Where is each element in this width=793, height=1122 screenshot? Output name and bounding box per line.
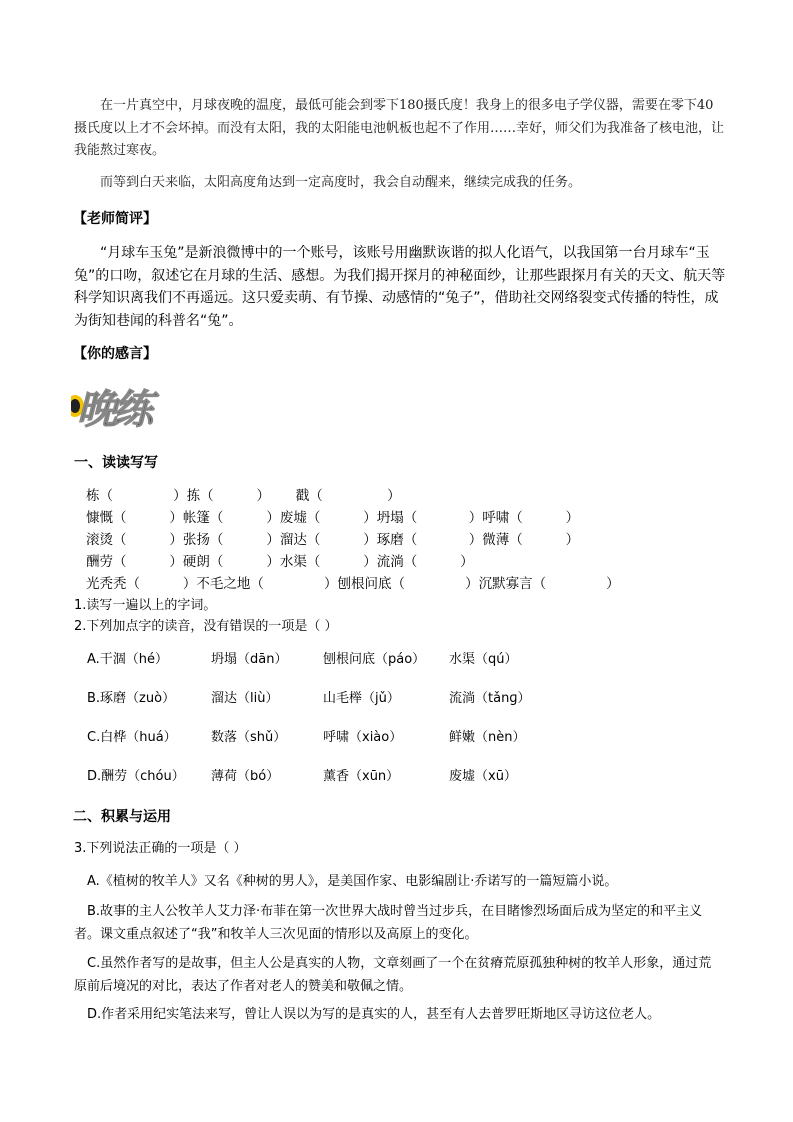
option-item: 数落（shǔ） xyxy=(211,730,287,745)
choice-c: C.虽然作者写的是故事，但主人公是真实的人物，文章刻画了一个在贫瘠荒原孤独种树的牧羊人形象，通过荒原前后境况的对比，表达了作者对老人的赞美和敬佩之情。 xyxy=(74,956,712,994)
option-item: 山毛榉（jǔ） xyxy=(323,691,400,706)
choice-d: D.作者采用纪实笔法来写，曾让人误以为写的是真实的人，甚至有人去普罗旺斯地区寻访这位老人。 xyxy=(87,1007,661,1022)
word-row-5: 光秃秃（ ）不毛之地（ ）刨根问底（ ）沉默寡言（ ） xyxy=(86,576,620,592)
choice-a: A.《植树的牧羊人》又名《种树的男人》，是美国作家、电影编剧让·乔诺写的一篇短篇小说。 xyxy=(87,874,618,889)
option-item: 废墟（xū） xyxy=(449,769,517,784)
option-item: 薰香（xūn） xyxy=(323,769,400,784)
word-row-1: 栋（ ）拣（ ） 戳（ ） xyxy=(86,488,401,504)
teacher-review-body: “月球车玉兔”是新浪微博中的一个账号，该账号用幽默诙谐的拟人化语气，以我国第一台月球车“玉兔”的口吻，叙述它在月球的生活、感想。为我们揭开探月的神秘面纱，让那些跟探月有关的天文、航天等科学知识离我们不再遥远。这只爱卖萌、有节操、动感情的“兔子”，借助社交网络裂变式传播的特性，成为街知巷闻的科普名“兔”。 xyxy=(74,245,726,329)
section1-heading: 一、读读写写 xyxy=(74,455,158,471)
question-3: 3.下列说法正确的一项是（ ） xyxy=(74,841,247,856)
intro-paragraph-1: 在一片真空中，月球夜晚的温度，最低可能会到零下180摄氏度！我身上的很多电子学仪器，需要在零下40摄氏度以上才不会坏掉。而没有太阳，我的太阳能电池帆板也起不了作用……幸好，师父们为我准备了核电池，让我能熬过寒夜。 xyxy=(74,98,725,158)
word-row-4: 酬劳（ ）硬朗（ ）水渠（ ）流淌（ ） xyxy=(86,554,474,570)
your-thoughts-heading: 【你的感言】 xyxy=(73,346,157,362)
option-item: 水渠（qú） xyxy=(449,652,518,667)
option-item: 薄荷（bó） xyxy=(211,769,280,784)
word-row-2: 慷慨（ ）帐篷（ ）废墟（ ）坍塌（ ）呼啸（ ） xyxy=(86,510,580,526)
option-item: D.酬劳（chóu） xyxy=(87,769,185,784)
word-row-3: 滚烫（ ）张扬（ ）溜达（ ）琢磨（ ）微薄（ ） xyxy=(86,532,580,548)
option-item: 呼啸（xiào） xyxy=(323,730,403,745)
question-2: 2.下列加点字的读音，没有错误的一项是（ ） xyxy=(74,619,338,634)
svg-text:晚练: 晚练 xyxy=(77,387,149,430)
intro-paragraph-2: 而等到白天来临，太阳高度角达到一定高度时，我会自动醒来，继续完成我的任务。 xyxy=(100,175,582,190)
section2-heading: 二、积累与运用 xyxy=(73,809,171,825)
option-item: 溜达（liù） xyxy=(211,691,279,706)
option-item: B.琢磨（zuò） xyxy=(87,691,176,706)
option-item: A.干涸（hé） xyxy=(87,652,169,667)
option-item: 鲜嫩（nèn） xyxy=(449,730,526,745)
evening-practice-logo xyxy=(71,380,171,430)
option-item: C.白桦（huá） xyxy=(87,730,177,745)
teacher-review-heading: 【老师简评】 xyxy=(73,211,157,227)
option-item: 坍塌（dān） xyxy=(211,652,288,667)
option-item: 刨根问底（páo） xyxy=(323,652,426,667)
choice-b: B.故事的主人公牧羊人艾力泽·布菲在第一次世界大战时曾当过步兵，在目睹惨烈场面后成为坚定的和平主义者。课文重点叙述了“我”和牧羊人三次见面的情形以及高原上的变化。 xyxy=(74,904,703,942)
option-item: 流淌（tǎnɡ） xyxy=(449,691,531,706)
question-1: 1.读写一遍以上的字词。 xyxy=(74,598,217,613)
